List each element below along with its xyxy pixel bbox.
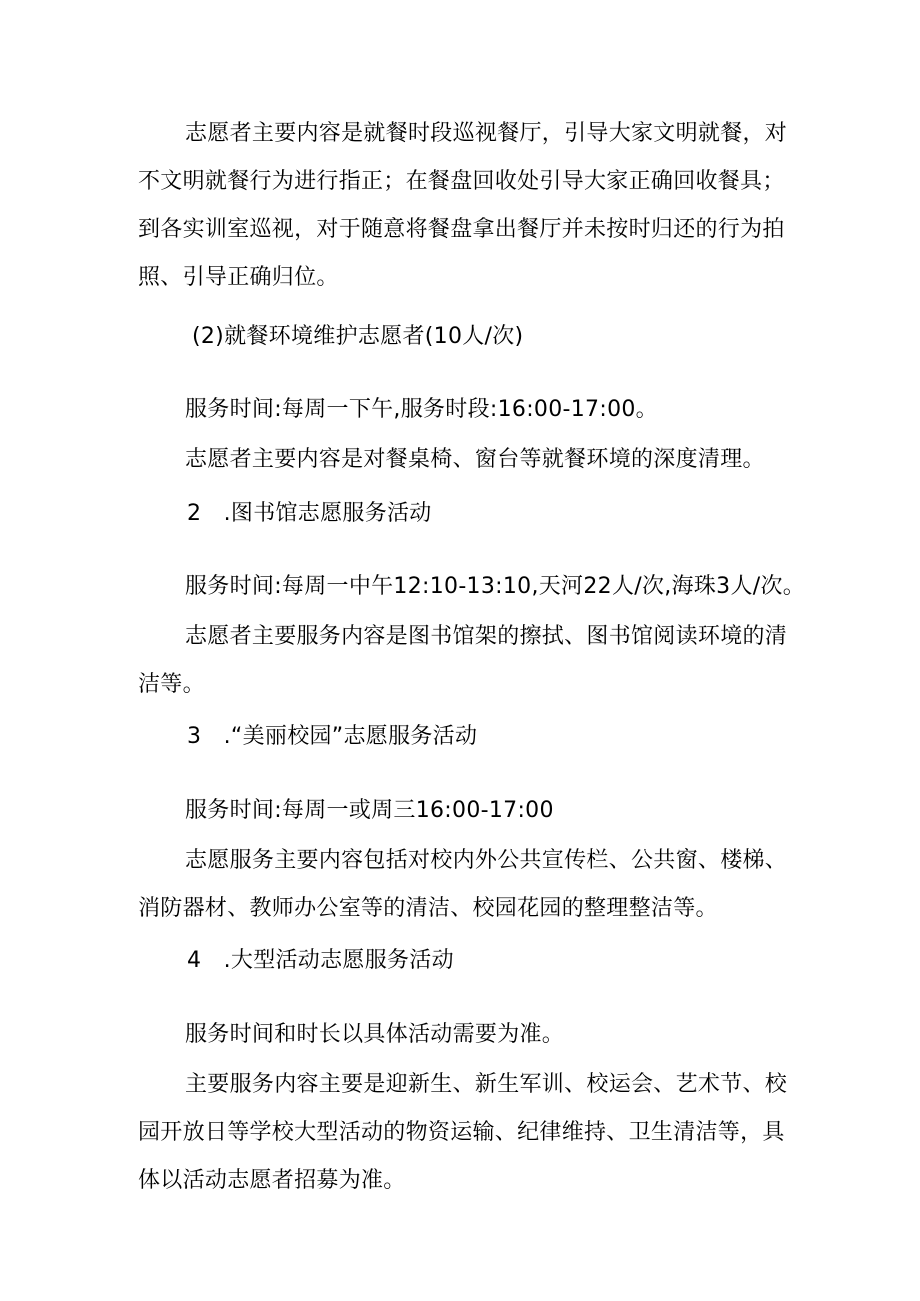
heading-beautiful-campus-activity: 3 .“美丽校园”志愿服务活动 — [187, 724, 478, 749]
heading-large-events-activity: 4 .大型活动志愿服务活动 — [187, 948, 454, 973]
paragraph-campus-service-time: 服务时间:每周一或周三16:00-17:00 — [185, 798, 554, 823]
paragraph-dining-service-time: 服务时间:每周一下午,服务时段:16:00-17:00。 — [185, 397, 658, 422]
paragraph-campus-duties: 志愿服务主要内容包括对校内外公共宣传栏、公共窗、楼梯、消防器材、教师办公室等的清洁、校园花园的整理整洁等。 — [138, 848, 788, 921]
paragraph-library-duties: 志愿者主要服务内容是图书馆架的擦拭、图书馆阅读环境的清洁等。 — [138, 624, 788, 697]
paragraph-events-duties: 主要服务内容主要是迎新生、新生军训、校运会、艺术节、校园开放日等学校大型活动的物资运输、纪律维持、卫生清洁等，具体以活动志愿者招募为准。 — [138, 1072, 788, 1193]
paragraph-dining-patrol-duties: 志愿者主要内容是就餐时段巡视餐厅，引导大家文明就餐，对不文明就餐行为进行指正；在餐盘回收处引导大家正确回收餐具；到各实训室巡视，对于随意将餐盘拿出餐厅并未按时归还的行为拍照、引导正确归位。 — [138, 121, 788, 290]
paragraph-library-service-time: 服务时间:每周一中午12:10-13:10,天河22人/次,海珠3人/次。 — [185, 574, 806, 599]
heading-dining-environment-volunteers: (2)就餐环境维护志愿者(10人/次) — [192, 324, 524, 349]
paragraph-events-service-time: 服务时间和时长以具体活动需要为准。 — [185, 1022, 565, 1047]
heading-library-volunteer-activity: 2 .图书馆志愿服务活动 — [187, 501, 432, 526]
paragraph-dining-environment-duties: 志愿者主要内容是对餐桌椅、窗台等就餐环境的深度清理。 — [185, 447, 765, 472]
